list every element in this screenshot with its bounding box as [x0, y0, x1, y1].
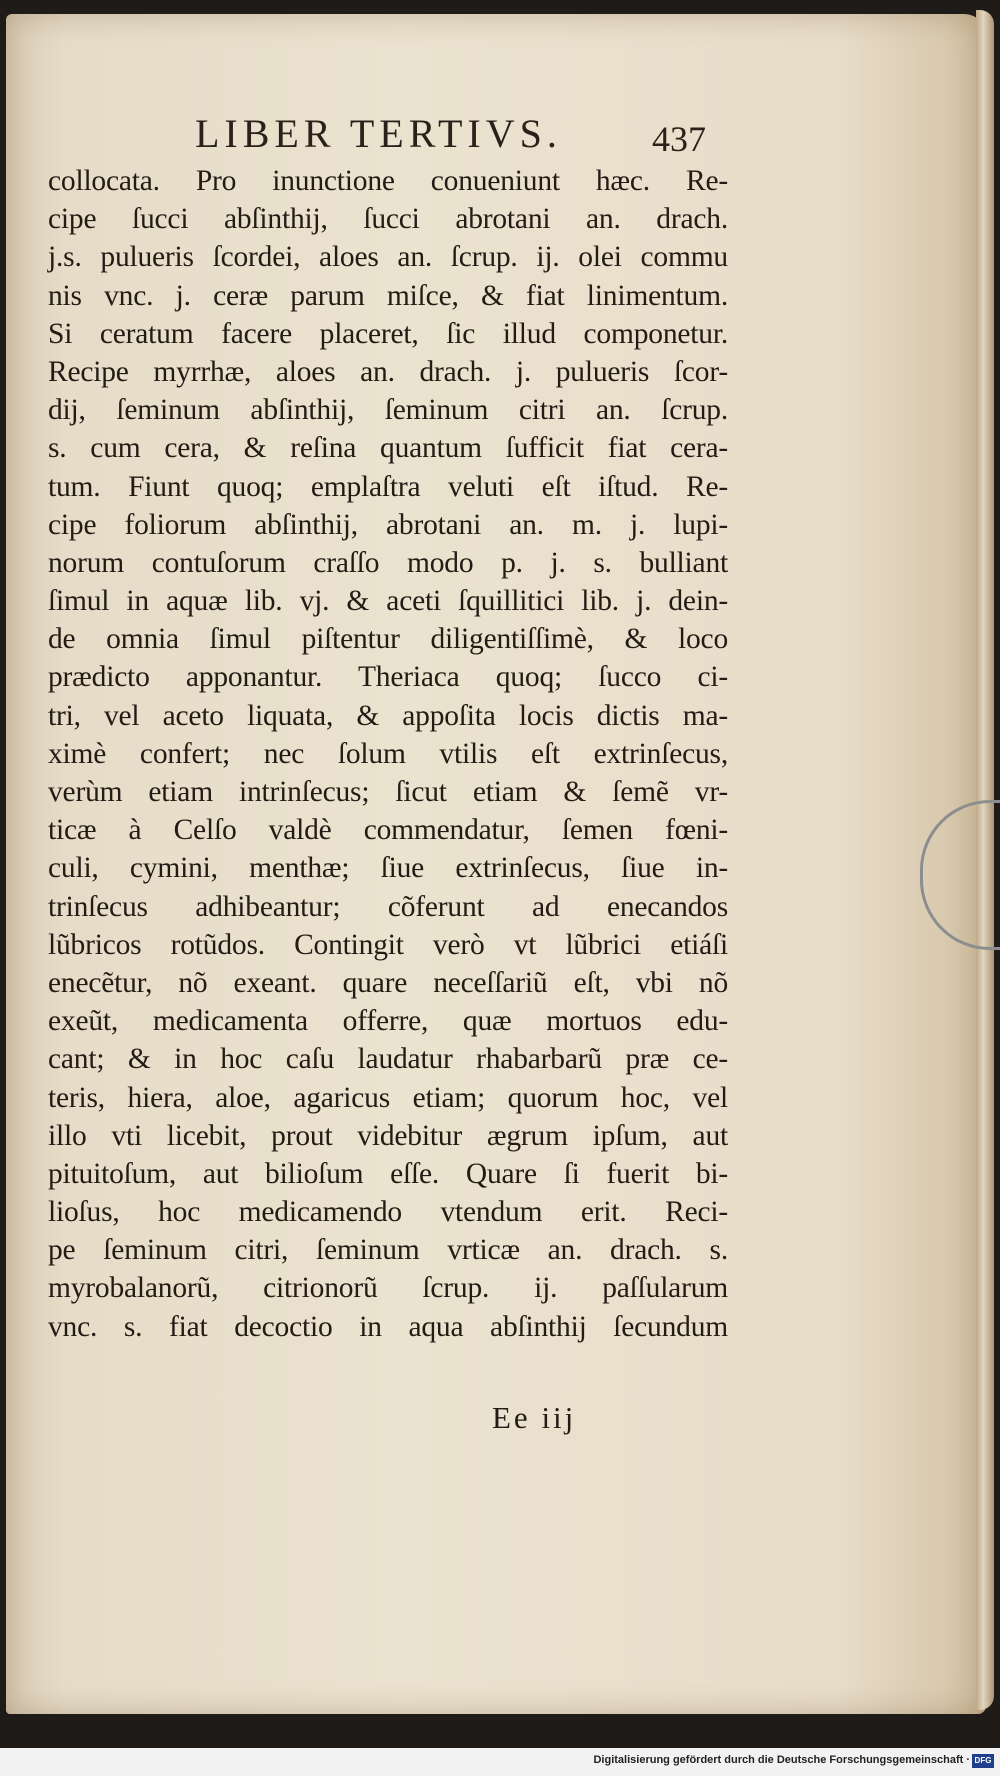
running-title: LIBER TERTIVS. — [195, 111, 562, 156]
text-line: prædicto apponantur. Theriaca quoq; ſucco ci- — [48, 661, 728, 694]
page-number: 437 — [652, 119, 706, 159]
footer-credit: Digitalisierung gefördert durch die Deutsche Forschungsgemeinschaft · — [593, 1754, 970, 1766]
text-line: tri, vel aceto liquata, & appoſita locis dictis ma- — [48, 699, 728, 732]
text-line: myrobalanorũ, citrionorũ ſcrup. ij. paſſularum — [48, 1272, 728, 1305]
text-line: de omnia ſimul piſtentur diligentiſſimè, & loco — [48, 623, 728, 656]
text-line: cipe foliorum abſinthij, abrotani an. m. j. lupi- — [48, 508, 728, 541]
text-line: cipe ſucci abſinthij, ſucci abrotani an. drach. — [48, 203, 728, 236]
signature-mark: Ee iij — [492, 1400, 577, 1435]
text-line: tum. Fiunt quoq; emplaſtra veluti eſt iſtud. Re- — [48, 470, 728, 503]
text-line: culi, cymini, menthæ; ſiue extrinſecus, ſiue in- — [48, 852, 728, 885]
text-line: lũbricos rotũdos. Contingit verò vt lũbrici etiáſi — [48, 928, 728, 961]
text-line: Recipe myrrhæ, aloes an. drach. j. pulueris ſcor- — [48, 355, 728, 388]
text-line: cant; & in hoc caſu laudatur rhabarbarũ præ ce- — [48, 1043, 728, 1076]
text-line: trinſecus adhibeantur; cõferunt ad enecandos — [48, 890, 728, 923]
text-line: vnc. s. fiat decoctio in aqua abſinthij ſecundum — [48, 1310, 728, 1343]
text-line: pituitoſum, aut bilioſum eſſe. Quare ſi fuerit bi- — [48, 1157, 728, 1190]
running-head — [0, 100, 1000, 160]
digitization-footer — [0, 1748, 1000, 1776]
text-line: ticæ à Celſo valdè commendatur, ſemen fœni- — [48, 814, 728, 847]
text-line: ſimul in aquæ lib. vj. & aceti ſquillitici lib. j. dein- — [48, 585, 728, 618]
text-line: teris, hiera, aloe, agaricus etiam; quorum hoc, vel — [48, 1081, 728, 1114]
dfg-logo: DFG — [972, 1754, 994, 1768]
text-line: exeũt, medicamenta offerre, quæ mortuos edu- — [48, 1005, 728, 1038]
text-line: Si ceratum facere placeret, ſic illud componetur. — [48, 317, 728, 350]
text-line: lioſus, hoc medicamendo vtendum erit. Reci- — [48, 1196, 728, 1229]
text-line: illo vti licebit, prout videbitur ægrum ipſum, aut — [48, 1119, 728, 1152]
text-line: norum contuſorum craſſo modo p. j. s. bulliant — [48, 546, 728, 579]
text-line: verùm etiam intrinſecus; ſicut etiam & ſemẽ vr- — [48, 776, 728, 808]
text-line: pe ſeminum citri, ſeminum vrticæ an. drach. s. — [48, 1234, 728, 1267]
text-line: dij, ſeminum abſinthij, ſeminum citri an. ſcrup. — [48, 394, 728, 427]
text-line: ximè confert; nec ſolum vtilis eſt extrinſecus, — [48, 737, 728, 770]
text-line: collocata. Pro inunctione conueniunt hæc. Re- — [48, 165, 728, 197]
text-line: s. cum cera, & reſina quantum ſufficit fiat cera- — [48, 432, 728, 465]
text-line: enecẽtur, nõ exeant. quare neceſſariũ eſt, vbi nõ — [48, 966, 728, 999]
text-line: nis vnc. j. ceræ parum miſce, & fiat linimentum. — [48, 279, 728, 312]
body-text — [48, 162, 728, 1346]
text-line: j.s. pulueris ſcordei, aloes an. ſcrup. ij. olei commu — [48, 241, 728, 274]
